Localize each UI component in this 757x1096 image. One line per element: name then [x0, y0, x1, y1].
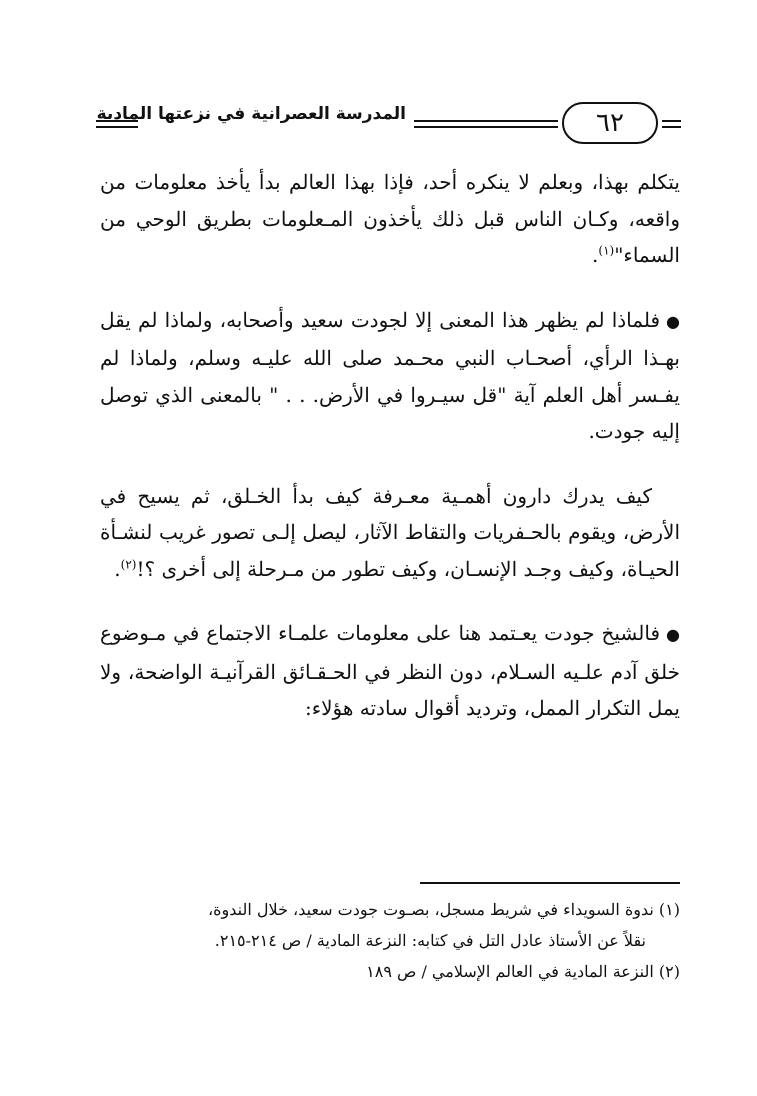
footnote-2 — [100, 956, 680, 987]
footnote-text: النزعة المادية في العالم الإسلامي / ص ١٨٩ — [366, 962, 654, 981]
footnote-text: نقلاً عن الأستاذ عادل التل في كتابه: النزعة المادية / ص ٢١٤-٢١٥. — [214, 931, 646, 950]
header-rule — [662, 126, 681, 128]
footnotes — [100, 894, 680, 987]
paragraph-end: . — [592, 243, 599, 267]
footnote-marker: (١) — [658, 900, 680, 919]
bullet-icon: ● — [666, 625, 680, 644]
footnote-1-cont — [100, 925, 680, 956]
paragraph-end: . — [114, 556, 121, 581]
running-title: المدرسة العصرانية في نزعتها المادية — [96, 104, 406, 124]
header-rule — [414, 120, 558, 122]
body-text — [100, 164, 680, 727]
bullet-icon: ● — [666, 311, 680, 331]
header-rule — [96, 126, 138, 128]
footnote-marker: (٢) — [658, 962, 680, 981]
footnote-separator — [420, 882, 680, 884]
paragraph — [100, 615, 680, 727]
footnote-text: ندوة السويداء في شريط مسجل، بصـوت جودت سعيد، خلال الندوة، — [208, 900, 654, 919]
page-number: ٦٢ — [562, 102, 658, 144]
page-header — [96, 96, 681, 152]
paragraph — [100, 302, 680, 450]
paragraph — [100, 478, 680, 588]
paragraph — [100, 164, 680, 274]
header-rule — [414, 126, 558, 128]
header-rule — [662, 120, 681, 122]
footnote-ref: (١) — [598, 243, 615, 258]
footnote-1 — [100, 894, 680, 925]
paragraph-text: يتكلم بهذا، وبعلم لا ينكره أحد، فإذا بهذا العالم بدأ يأخذ معلومات من واقعه، وكـان الناس قبل ذلك يأخذون المـعلومات بطريق الوحي من السماء" — [100, 170, 680, 267]
footnote-ref: (٢) — [120, 556, 137, 571]
paragraph-text: فلماذا لم يظهر هذا المعنى إلا لجودت سعيد وأصحابه، ولماذا لم يقل بهـذا الرأي، أصحـاب النبي محـمد صلى الله عليـه وسلم، ولماذا لم يفـسر أهل العلم آية "قل سيـروا في الأرض. . . " بالمعنى الذي توصل إليه جودت. — [100, 307, 680, 443]
paragraph-text: كيف يدرك دارون أهمـية معـرفة كيف بدأ الخـلق، ثم يسيح في الأرض، ويقوم بالحـفريات والتقاط الآثار، ليصل إلـى تصور غريب لنشـأة الحيـاة، وكيف وجـد الإنسـان، وكيف تطور من مـرحلة إلى أخرى ؟! — [100, 483, 681, 581]
paragraph-text: فالشيخ جودت يعـتمد هنا على معلومات علمـاء الاجتماع في مـوضوع خلق آدم علـيه السـلام، دون النظر في الحـقـائق القرآنيـة الواضحة، ولا يمل التكرار الممل، وترديد أقوال سادته هؤلاء: — [100, 621, 680, 720]
